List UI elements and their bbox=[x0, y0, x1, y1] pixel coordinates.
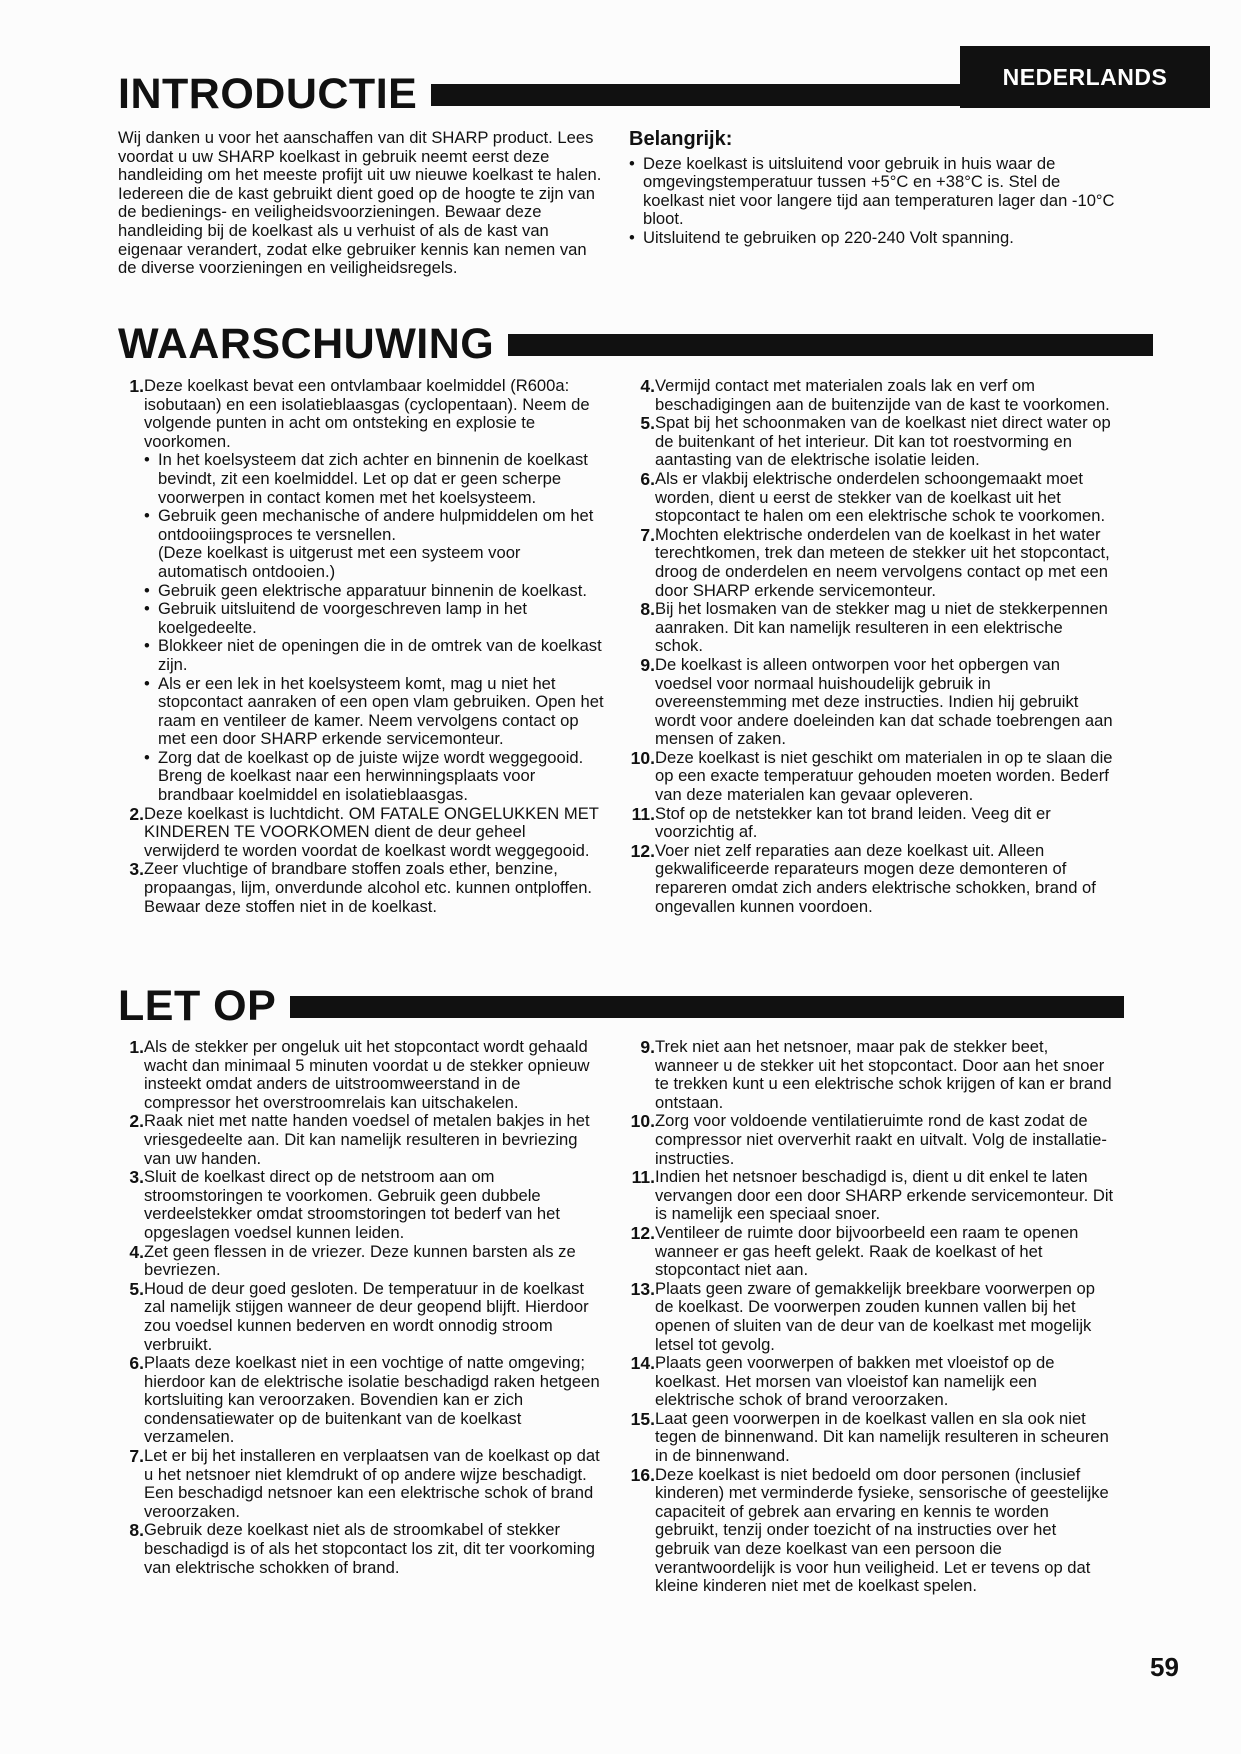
list-item: • Als er een lek in het koelsysteem komt, mag u niet het stopcontact aanraken of een open vlam gebruiken. Open het raam en ventileer de kamer. Neem vervolgens contact op met een door SHARP erkende servicemonteur. bbox=[144, 673, 604, 749]
list-item: 5. Spat bij het schoonmaken van de koelkast niet direct water op de buitenkant of het interieur. Dit kan tot roestvorming en aantasting van de elektrische isolatie leiden. bbox=[640, 413, 1111, 470]
list-item: 5. Houd de deur goed gesloten. De temperatuur in de koelkast zal namelijk stijgen wanneer de deur geopend blijft. Hierdoor zou voedsel kunnen bederven en wordt onnodig stroom verbruikt. bbox=[129, 1278, 589, 1354]
caution-title: LET OP bbox=[118, 982, 277, 1030]
list-item: 10. Deze koelkast is niet geschikt om materialen in op te slaan die op een exacte temperatuur gehouden moeten worden. Bederf van deze materialen kan gevaar opleveren. bbox=[630, 747, 1113, 805]
list-item: • Gebruik geen elektrische apparatuur binnenin de koelkast. bbox=[144, 580, 587, 600]
list-item: 12. Voer niet zelf reparaties aan deze koelkast uit. Alleen gekwalificeerde reparateurs mogen deze demonteren of repareren omdat zich anders elektrische schokken, brand of ongevallen kunnen voordoen. bbox=[630, 840, 1096, 916]
list-item: 3. Sluit de koelkast direct op de netstroom aan om stroomstoringen te voorkomen. Gebruik geen dubbele verdeelstekker omdat stroomstoringen tot bederf van het opgeslagen voedsel kunnen leiden. bbox=[129, 1167, 560, 1242]
list-item: 12. Ventileer de ruimte door bijvoorbeeld een raam te openen wanneer er gas heeft gelekt. Raak de koelkast of het stopcontact niet aan. bbox=[630, 1222, 1079, 1280]
list-item: 16. Deze koelkast is niet bedoeld om door personen (inclusief kinderen) met verminderde fysieke, sensorische of geestelijke capaciteit of gebrek aan ervaring en kennis te worden gebruikt, tenzij onder toezicht of na instructies over het gebruik van deze koelkast van een persoon die verantwoordelijk is voor hun veiligheid. Let er tevens op dat kleine kinderen niet met de koelkast spelen. bbox=[630, 1464, 1109, 1596]
heading-bar bbox=[290, 996, 1124, 1018]
caution-heading bbox=[118, 982, 1124, 1030]
list-item: 6. Plaats deze koelkast niet in een vochtige of natte omgeving; hierdoor kan de elektrische isolatie beschadigd raken hetgeen kortsluiting kan veroorzaken. Bovendien kan er zich condensatiewater op de buitenkant van de koelkast verzamelen. bbox=[129, 1353, 600, 1447]
important-title: Belangrijk: bbox=[629, 128, 733, 150]
important-box bbox=[629, 130, 1115, 248]
heading-bar bbox=[508, 334, 1153, 356]
list-item: • Gebruik geen mechanische of andere hulpmiddelen om het ontdooiingsproces te versnellen. (Deze koelkast is uitgerust met een systeem voor automatisch ontdooien.) bbox=[144, 506, 594, 581]
list-item: 9. Trek niet aan het netsnoer, maar pak de stekker beet, wanneer u de stekker uit het stopcontact. Door aan het snoer te trekken kunt u een elektrische schok krijgen of kan er brand ontstaan. bbox=[640, 1037, 1112, 1112]
intro-heading bbox=[118, 70, 969, 118]
list-item: • Deze koelkast is uitsluitend voor gebruik in huis waar de omgevingstemperatuur tussen +5°C en +38°C is. Stel de koelkast niet voor langere tijd aan temperaturen lager dan -10°C bloot. bbox=[629, 153, 1115, 229]
list-item: 2. Deze koelkast is luchtdicht. OM FATALE ONGELUKKEN MET KINDEREN TE VOORKOMEN dient de deur geheel verwijderd te worden voordat de koelkast wordt weggegooid. bbox=[129, 803, 599, 860]
caution-right-column bbox=[629, 1038, 1115, 1596]
list-item: 8. Bij het losmaken van de stekker mag u niet de stekkerpennen aanraken. Dit kan namelijk resulteren in een elektrische schok. bbox=[640, 599, 1108, 656]
list-item: • Zorg dat de koelkast op de juiste wijze wordt weggegooid. Breng de koelkast naar een herwinningsplaats voor brandbaar koelmiddel en isolatieblaasgas. bbox=[144, 747, 584, 805]
list-item: 10. Zorg voor voldoende ventilatieruimte rond de kast zodat de compressor niet oververhit raakt en uitvalt. Volg de installatie-instructies. bbox=[630, 1111, 1107, 1168]
list-item: 7. Let er bij het installeren en verplaatsen van de koelkast op dat u het netsnoer niet klemdrukt of op andere wijze beschadigt. Een beschadigd netsnoer kan een elektrische schok of brand veroorzaken. bbox=[129, 1446, 600, 1521]
warning-heading bbox=[118, 320, 1153, 368]
list-item: 2. Raak niet met natte handen voedsel of metalen bakjes in het vriesgedeelte aan. Dit kan namelijk resulteren in bevriezing van uw handen. bbox=[129, 1111, 590, 1168]
heading-bar bbox=[431, 84, 969, 106]
caution-left-column bbox=[118, 1038, 604, 1577]
list-item: 14. Plaats geen voorwerpen of bakken met vloeistof op de koelkast. Het morsen van vloeistof kan namelijk een elektrische schok of brand veroorzaken. bbox=[630, 1353, 1055, 1410]
list-item: 9. De koelkast is alleen ontworpen voor het opbergen van voedsel voor normaal huishoudelijk gebruik in overeenstemming met deze instructies. Indien hij gebruikt wordt voor andere doeleinden kan dat schade toebrengen aan mensen of zaken. bbox=[640, 654, 1113, 749]
list-item: 4. Vermijd contact met materialen zoals lak en verf om beschadigingen aan de buitenzijde van de kast te voorkomen. bbox=[640, 376, 1110, 414]
warning-title: WAARSCHUWING bbox=[118, 320, 495, 368]
list-item: 1. Als de stekker per ongeluk uit het stopcontact wordt gehaald wacht dan minimaal 5 minuten voordat u de stekker opnieuw insteekt omdat anders de uitstroomweerstand in de compressor het overstroomrelais kan uitschakelen. bbox=[129, 1037, 590, 1112]
list-item: 3. Zeer vluchtige of brandbare stoffen zoals ether, benzine, propaangas, lijm, onverdunde alcohol etc. kunnen ontploffen. Bewaar deze stoffen niet in de koelkast. bbox=[129, 859, 593, 916]
list-item: 8. Gebruik deze koelkast niet als de stroomkabel of stekker beschadigd is of als het stopcontact los zit, dit ter voorkoming van elektrische schokken of brand. bbox=[129, 1520, 596, 1577]
list-item: 6. Als er vlakbij elektrische onderdelen schoongemaakt moet worden, dient u eerst de stekker van de koelkast uit het stopcontact te halen om een elektrische schok te voorkomen. bbox=[640, 468, 1106, 526]
intro-paragraph: Iedereen die de kast gebruikt dient goed op de hoogte te zijn van de bedienings- en veiligheidsvoorzieningen. Bewaar deze handleiding bij de koelkast als u verhuist of als de kast van eigenaar verandert, zodat elke gebruiker kennis kan nemen van de diverse voorzieningen en veiligheidsregels. bbox=[118, 183, 595, 278]
list-item: 1. Deze koelkast bevat een ontvlambaar koelmiddel (R600a: isobutaan) en een isolatieblaasgas (cyclopentaan). Neem de volgende punten in acht om ontsteking en explosie te voorkomen. bbox=[129, 376, 590, 451]
page-number: 59 bbox=[1150, 1652, 1179, 1682]
warning-left-column bbox=[118, 377, 604, 916]
list-item: 11. Stof op de netstekker kan tot brand leiden. Veeg dit er voorzichtig af. bbox=[631, 803, 1051, 842]
list-item: 7. Mochten elektrische onderdelen van de koelkast in het water terechtkomen, trek dan meteen de stekker uit het stopcontact, droog de onderdelen en neem vervolgens contact op met een door SHARP erkende servicemonteur. bbox=[640, 524, 1110, 600]
list-item: • In het koelsysteem dat zich achter en binnenin de koelkast bevindt, zit een koelmiddel. Let op dat er geen scherpe voorwerpen in contact komen met het koelsysteem. bbox=[144, 450, 588, 507]
list-item: 4. Zet geen flessen in de vriezer. Deze kunnen barsten als ze bevriezen. bbox=[129, 1241, 576, 1280]
intro-title: INTRODUCTIE bbox=[118, 70, 418, 118]
intro-paragraph: Wij danken u voor het aanschaffen van dit SHARP product. Lees voordat u uw SHARP koelkast in gebruik neemt eerst deze handleiding om het meeste profijt uit uw nieuwe koelkast te halen. bbox=[118, 128, 602, 185]
list-item: 15. Laat geen voorwerpen in de koelkast vallen en sla ook niet tegen de binnenwand. Dit kan namelijk resulteren in scheuren in de binnenwand. bbox=[630, 1408, 1109, 1466]
list-item: 11. Indien het netsnoer beschadigd is, dient u dit enkel te laten vervangen door een door SHARP erkende servicemonteur. Dit is namelijk een speciaal snoer. bbox=[631, 1167, 1114, 1224]
list-item: 13. Plaats geen zware of gemakkelijk breekbare voorwerpen op de koelkast. De voorwerpen zouden kunnen vallen bij het openen of sluiten van de deur van de koelkast met mogelijk letsel tot gevolg. bbox=[630, 1278, 1095, 1354]
warning-right-column bbox=[629, 377, 1115, 916]
list-item: • Gebruik uitsluitend de voorgeschreven lamp in het koelgedeelte. bbox=[144, 599, 527, 637]
list-item: • Uitsluitend te gebruiken op 220-240 Volt spanning. bbox=[629, 227, 1014, 247]
intro-text bbox=[118, 129, 604, 278]
list-item: • Blokkeer niet de openingen die in de omtrek van de koelkast zijn. bbox=[144, 636, 602, 674]
language-tab: NEDERLANDS bbox=[960, 46, 1210, 108]
